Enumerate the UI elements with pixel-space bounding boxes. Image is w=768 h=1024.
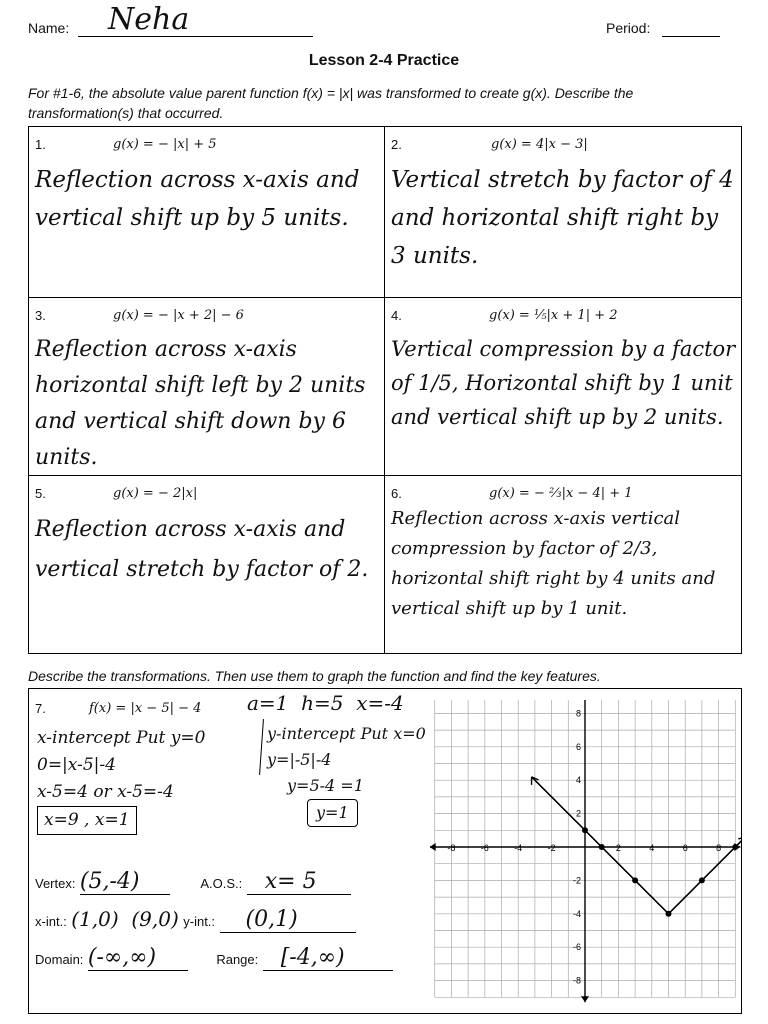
problem-answer: Vertical compression by a factor of 1/5, Horizontal shift by 1 unit and vertical shift up by 2 units.	[391, 337, 736, 429]
problem-equation: g(x) = − 2|x|	[113, 486, 198, 501]
vertex-row	[35, 869, 415, 895]
work-answer-box: y=1	[307, 799, 358, 827]
page-title: Lesson 2-4 Practice	[308, 52, 460, 69]
y-tick-label: -4	[572, 908, 581, 919]
problem-5	[29, 476, 384, 653]
x-tick-label: 8	[716, 843, 722, 853]
plot-point	[582, 827, 588, 833]
y-tick-label: -6	[572, 942, 581, 953]
x-tick-label: 4	[649, 843, 655, 853]
work-line: y=5-4 =1	[287, 776, 364, 795]
problem-answer: Vertical stretch by factor of 4 and horizontal shift right by 3 units.	[391, 167, 734, 269]
work-line: x-5=4 or x-5=-4	[37, 782, 174, 802]
problem-number: 4.	[391, 308, 402, 323]
problem-number: 2.	[391, 137, 402, 152]
name-label: Name:	[28, 20, 70, 36]
problem-equation: g(x) = 4|x − 3|	[491, 137, 588, 152]
domain-value: (-∞,∞)	[88, 945, 188, 971]
work-divider	[259, 719, 264, 775]
problem-1	[29, 127, 384, 297]
y-tick-label: 2	[575, 808, 581, 819]
problem-equation: g(x) = ⅕|x + 1| + 2	[489, 308, 618, 323]
intercepts-row	[35, 907, 415, 933]
problem-number: 1.	[35, 137, 46, 152]
name-value: Neha	[108, 2, 190, 37]
x-tick-label: 2	[615, 843, 621, 853]
vertex-label: Vertex:	[35, 876, 76, 891]
domain-label: Domain:	[35, 952, 84, 967]
x-tick-label: -2	[547, 843, 556, 853]
problem-number: 3.	[35, 308, 46, 323]
part2-instructions: Describe the transformations. Then use them to graph the function and find the key features.	[28, 668, 601, 684]
period-label: Period:	[606, 20, 651, 36]
work-right	[267, 721, 426, 827]
problem-answer: Reflection across x-axis vertical compression by factor of 2/3, horizontal shift right by 4 units and vertical shift up by 1 unit.	[391, 508, 716, 619]
problem-3	[29, 298, 384, 475]
work-answer-box: x=9 , x=1	[37, 806, 137, 835]
problem-answer: Reflection across x-axis and vertical stretch by factor of 2.	[35, 517, 369, 582]
work-left	[37, 725, 205, 835]
params-note: a=1 h=5 x=-4	[247, 691, 404, 715]
x-tick-label: -6	[480, 843, 489, 853]
y-tick-label: 8	[575, 708, 581, 719]
work-line: y-intercept Put x=0	[267, 724, 426, 743]
problem-answer: Reflection across x-axis and vertical shift up by 5 units.	[35, 167, 360, 231]
problem-equation: g(x) = − |x + 2| − 6	[113, 308, 244, 323]
plot-point	[632, 877, 638, 883]
problem-6	[385, 476, 741, 653]
problem-equation: f(x) = |x − 5| − 4	[89, 701, 202, 716]
function-line	[532, 777, 742, 914]
axis-arrow	[581, 996, 589, 1002]
instructions: For #1-6, the absolute value parent function f(x) = |x| was transformed to create g(x). Describe the transformation(s) that occurred.	[28, 85, 634, 121]
y-tick-label: -8	[572, 975, 581, 986]
axes	[430, 700, 740, 1002]
x-tick-label: -4	[514, 843, 523, 853]
vertex-value: (5,-4)	[80, 869, 170, 895]
y-tick-label: -2	[572, 875, 581, 886]
problem-number: 6.	[391, 486, 402, 501]
problem-number: 7.	[35, 701, 46, 716]
problems-grid	[28, 126, 742, 654]
range-label: Range:	[216, 952, 259, 967]
problem-number: 5.	[35, 486, 46, 501]
problem-4	[385, 298, 741, 475]
problem-2	[385, 127, 741, 297]
xint-label: x-int.:	[35, 914, 67, 929]
plot-point	[599, 844, 605, 850]
problem-equation: g(x) = − |x| + 5	[113, 137, 217, 152]
plot-point	[732, 844, 738, 850]
plot-point	[666, 911, 672, 917]
y-tick-label: 4	[575, 775, 581, 786]
yint-label: y-int.:	[183, 914, 216, 929]
plot-point	[699, 877, 705, 883]
x-tick-label: 6	[682, 843, 688, 853]
domain-range-row	[35, 945, 415, 971]
aos-value: x= 5	[247, 869, 351, 895]
axis-arrow	[430, 843, 436, 851]
y-tick-label: 6	[575, 741, 581, 752]
period-line	[662, 36, 720, 37]
problem-answer: Reflection across x-axis horizontal shift left by 2 units and vertical shift down by 6 units.	[35, 337, 366, 470]
coordinate-graph	[430, 700, 742, 1005]
work-line: x-intercept Put y=0	[37, 728, 206, 748]
range-value: [-4,∞)	[263, 945, 393, 971]
work-line: y=|-5|-4	[267, 750, 332, 769]
x-tick-label: -8	[447, 843, 456, 853]
aos-label: A.O.S.:	[200, 876, 243, 891]
work-line: 0=|x-5|-4	[37, 755, 116, 775]
yint-value: (0,1)	[220, 907, 356, 933]
xint-value: (1,0) (9,0)	[71, 907, 179, 931]
problem-equation: g(x) = − ⅔|x − 4| + 1	[489, 486, 633, 501]
